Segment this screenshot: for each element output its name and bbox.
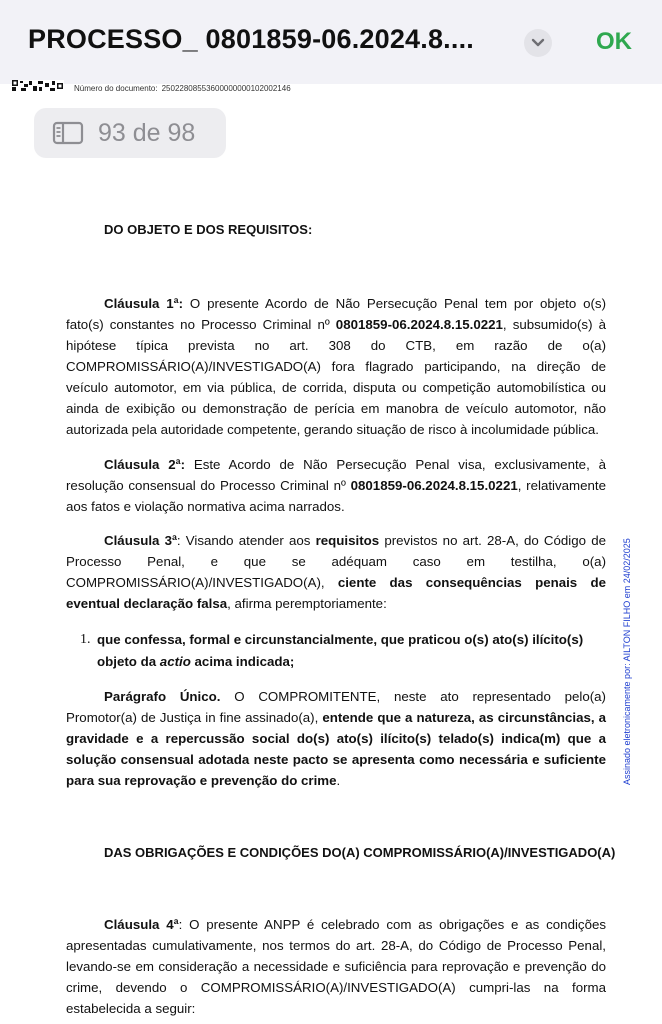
page-indicator-label: 93 de 98 <box>98 118 196 147</box>
clausula-2-text-a: Este Acordo de Não Persecução Penal visa, exclusivamente, à resolução consensual do Processo Criminal nº <box>66 457 606 493</box>
list-item-text <box>97 629 606 673</box>
section-heading-objeto: DO OBJETO E DOS REQUISITOS: <box>104 222 313 237</box>
paragrafo-unico-label: Parágrafo Único. <box>104 689 221 704</box>
clausula-4 <box>66 914 606 1019</box>
list-item-number: 1. <box>80 632 91 647</box>
viewer-toolbar <box>0 0 662 84</box>
list-item-text-a: que confessa, formal e circunstancialmente, que praticou o(s) ato(s) ilícito(s) objeto da <box>97 632 584 669</box>
clausula-2 <box>66 454 606 517</box>
clausula-1-label: Cláusula 1ª: <box>104 296 184 311</box>
list-item <box>66 629 606 673</box>
title-menu-button[interactable] <box>524 29 552 57</box>
clausula-3-requisitos: requisitos <box>315 533 380 548</box>
signature-stamp <box>622 515 634 785</box>
clausula-4-label: Cláusula 4ª <box>104 917 179 932</box>
clausula-3 <box>66 530 606 614</box>
clausula-1-text-a: O presente Acordo de Não Persecução Penal tem por objeto o(s) fato(s) constantes no Processo Criminal nº <box>66 296 606 332</box>
chevron-down-icon <box>531 38 545 48</box>
paragrafo-unico-text-a: O COMPROMITENTE, neste ato representado pelo(a) Promotor(a) de Justiça in fine assinado(a), <box>66 689 606 725</box>
clausula-1-process-number: 0801859-06.2024.8.15.0221 <box>335 317 503 332</box>
clausula-3-bold: ciente das consequências penais de eventual declaração falsa <box>66 575 606 611</box>
ok-button[interactable]: OK <box>596 28 632 55</box>
document-number-label: Número do documento: <box>74 84 158 93</box>
clausula-2-process-number: 0801859-06.2024.8.15.0221 <box>350 478 518 493</box>
clausula-3-text-b: previstos no art. 28-A, do Código de Processo Penal, e que se adéquam caso em testilha, o(a) COMPROMISSÁRIO(A)/INVESTIGADO(A), <box>66 533 606 590</box>
signature-stamp-text: Assinado eletronicamente por: AILTON FILHO em 24/02/2025 <box>622 538 632 785</box>
clausula-2-text-b: , relativamente aos fatos e violação normativa acima narrados. <box>66 478 606 514</box>
section-heading-obrigacoes: DAS OBRIGAÇÕES E CONDIÇÕES DO(A) COMPROMISSÁRIO(A)/INVESTIGADO(A) <box>104 845 616 860</box>
document-title: PROCESSO_ 0801859-06.2024.8.... <box>28 24 474 54</box>
clausula-1 <box>66 293 606 440</box>
paragrafo-unico <box>66 686 606 791</box>
clausula-3-text-a: : Visando atender aos <box>176 533 316 548</box>
list-item-actio: actio <box>159 654 191 669</box>
page-indicator[interactable] <box>34 108 226 158</box>
paragrafo-unico-bold: entende que a natureza, as circunstâncias, a gravidade e a repercussão social do(s) ato(s) ilícito(s) telado(s) indica(m) que a solução consensual adotada neste pacto se apresenta como necessária e suficiente para sua reprovação e prevenção do crime <box>66 710 607 788</box>
clausula-4-text: : O presente ANPP é celebrado com as obrigações e as condições apresentadas cumulativamente, nos termos do art. 28-A, do Código de Processo Penal, levando-se em consideração a necessidade e suficiência para reprovação e prevenção do crime, devendo o COMPROMISSÁRIO(A)/INVESTIGADO(A) cumpri-las na forma estabelecida a seguir: <box>66 917 607 1016</box>
list-item-text-b: acima indicada; <box>190 654 295 669</box>
qr-code-icon <box>12 80 64 92</box>
clausula-3-label: Cláusula 3ª <box>104 533 177 548</box>
clausula-1-text-b: , subsumido(s) à hipótese típica prevista no art. 308 do CTB, em razão de o(a) COMPROMISSÁRIO(A)/INVESTIGADO(A) fora flagrado participando, na direção de veículo automotor, em via pública, de corrida, disputa ou competição automobilística ou ainda de exibição ou demonstração de perícia em manobra de veículo automotor, não autorizada pela autoridade competente, gerando situação de risco à incolumidade pública. <box>66 317 606 437</box>
document-number <box>70 84 291 93</box>
document-number-value: 25022808553600000000102002146 <box>161 84 291 93</box>
sidebar-icon <box>52 120 84 146</box>
clausula-3-text-c: , afirma peremptoriamente: <box>227 596 387 611</box>
clausula-2-label: Cláusula 2ª: <box>104 457 185 472</box>
paragrafo-unico-text-b: . <box>336 773 341 788</box>
